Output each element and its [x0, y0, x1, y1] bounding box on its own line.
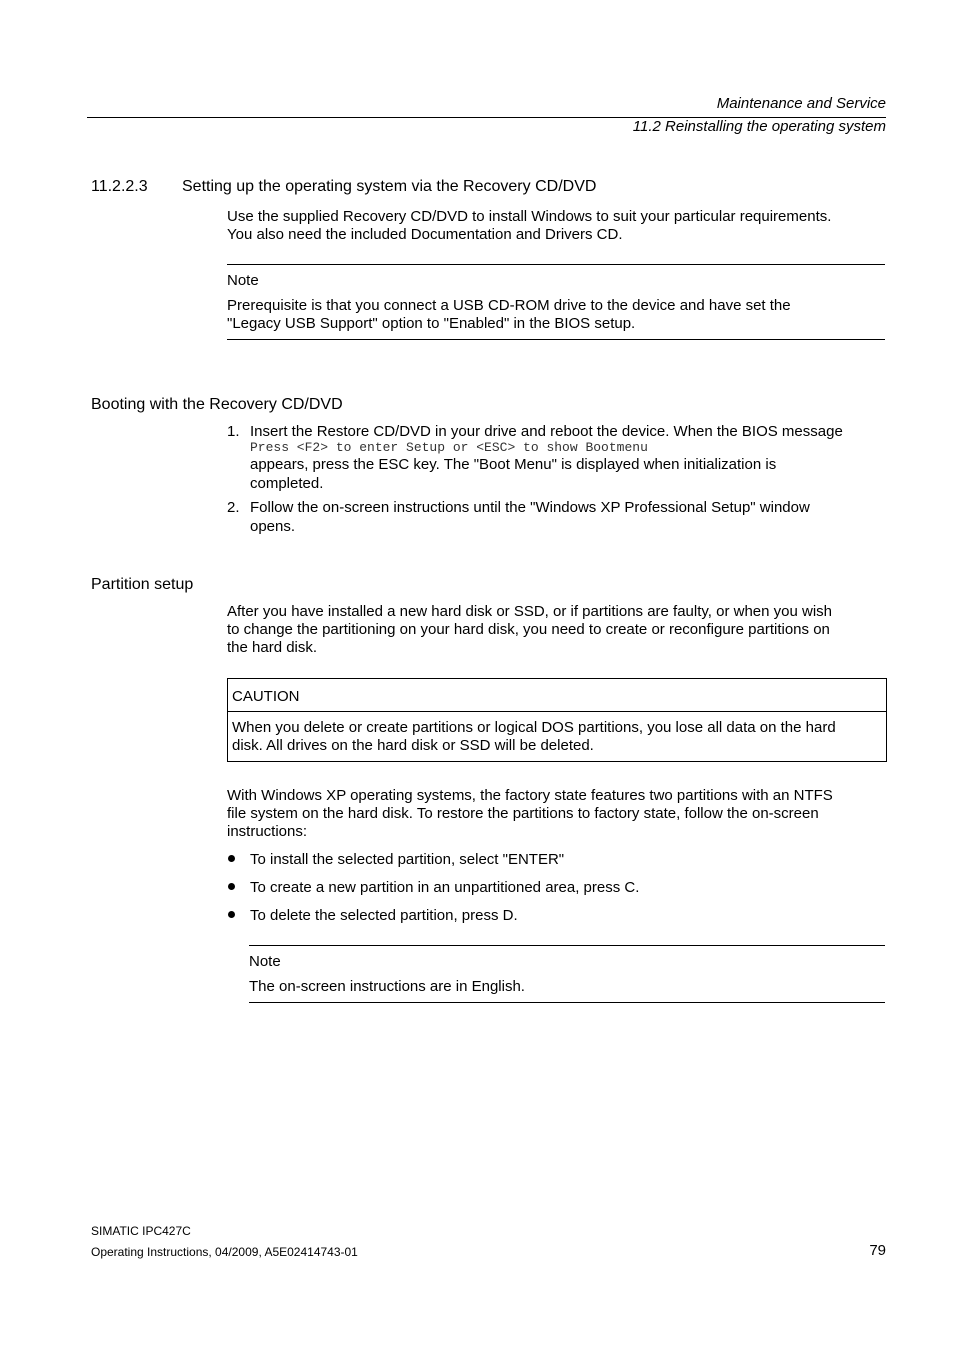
note-label: Note — [249, 953, 281, 970]
partition-intro — [227, 603, 887, 657]
note-box-prerequisite — [227, 264, 885, 340]
page-number: 79 — [869, 1242, 886, 1259]
section-title: Setting up the operating system via the Recovery CD/DVD — [182, 178, 597, 195]
bullet-dot — [228, 883, 235, 890]
partition-intro-line: to change the partitioning on your hard disk, you need to create or reconfigure partitions on — [227, 621, 830, 638]
bullet-item: To install the selected partition, select "ENTER" — [250, 851, 565, 868]
caution-line: disk. All drives on the hard disk or SSD will be deleted. — [232, 737, 594, 754]
note-label: Note — [227, 272, 259, 289]
intro-line: You also need the included Documentation and Drivers CD. — [227, 226, 623, 243]
factory-line: instructions: — [227, 823, 308, 840]
footer-product: SIMATIC IPC427C — [91, 1224, 191, 1238]
factory-state-paragraph — [227, 787, 887, 841]
bullet-dot — [228, 911, 235, 918]
step-item — [250, 499, 890, 536]
step-line: Insert the Restore CD/DVD in your drive and reboot the device. When the BIOS message — [250, 423, 843, 440]
step-line: completed. — [250, 475, 324, 492]
subheading-booting: Booting with the Recovery CD/DVD — [91, 396, 343, 413]
step-line: Follow the on-screen instructions until the "Windows XP Professional Setup" window — [250, 499, 810, 516]
step-line: opens. — [250, 518, 296, 535]
step-number: 2. — [227, 499, 240, 516]
caution-line: When you delete or create partitions or logical DOS partitions, you lose all data on the hard — [232, 719, 836, 736]
factory-line: With Windows XP operating systems, the factory state features two partitions with an NTFS — [227, 787, 833, 804]
partition-intro-line: the hard disk. — [227, 639, 318, 656]
note-line: Prerequisite is that you connect a USB CD-ROM drive to the device and have set the — [227, 297, 791, 314]
running-header-chapter: Maintenance and Service — [716, 95, 886, 112]
bios-message-code: Press <F2> to enter Setup or <ESC> to show Bootmenu — [250, 440, 648, 455]
note-text: The on-screen instructions are in English. — [249, 978, 525, 995]
caution-header — [228, 679, 886, 712]
running-header-section: 11.2 Reinstalling the operating system — [632, 118, 886, 135]
footer-doc-info: Operating Instructions, 04/2009, A5E02414743-01 — [91, 1245, 358, 1259]
caution-label: CAUTION — [232, 688, 300, 705]
bullet-item: To create a new partition in an unpartitioned area, press C. — [250, 879, 640, 896]
caution-text — [232, 719, 884, 755]
subheading-partition: Partition setup — [91, 576, 194, 593]
caution-box — [227, 678, 887, 762]
intro-paragraph — [227, 208, 887, 244]
note-box-english — [249, 945, 885, 1003]
partition-intro-line: After you have installed a new hard disk or SSD, or if partitions are faulty, or when you wish — [227, 603, 833, 620]
section-number: 11.2.2.3 — [91, 178, 148, 195]
step-item — [250, 423, 890, 493]
step-number: 1. — [227, 423, 240, 440]
bullet-item: To delete the selected partition, press D. — [250, 907, 518, 924]
factory-line: file system on the hard disk. To restore the partitions to factory state, follow the on-screen — [227, 805, 819, 822]
bullet-dot — [228, 855, 235, 862]
intro-line: Use the supplied Recovery CD/DVD to install Windows to suit your particular requirements. — [227, 208, 832, 225]
note-line: "Legacy USB Support" option to "Enabled" in the BIOS setup. — [227, 315, 636, 332]
step-line: appears, press the ESC key. The "Boot Menu" is displayed when initialization is — [250, 456, 777, 473]
note-text — [227, 297, 885, 333]
